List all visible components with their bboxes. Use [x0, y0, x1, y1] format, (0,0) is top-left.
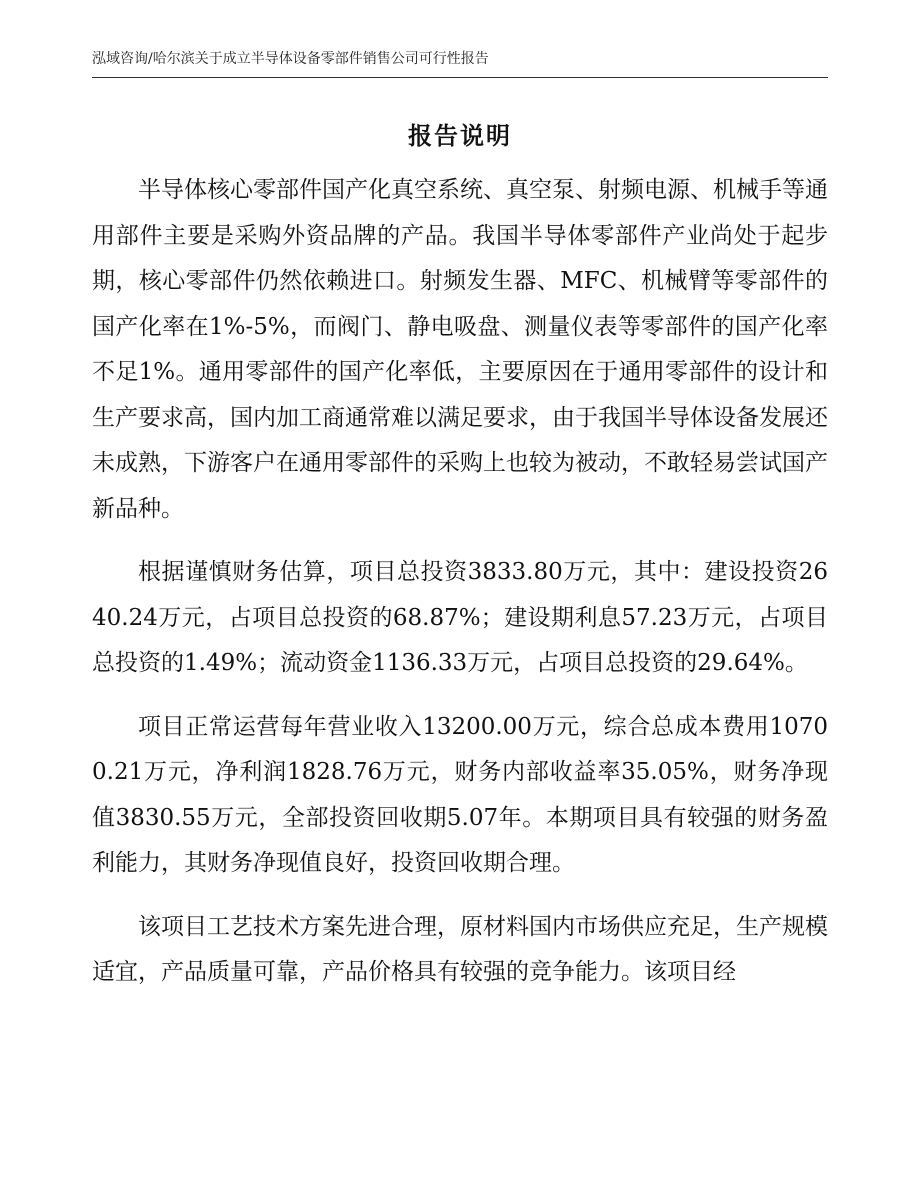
paragraph-semiconductor-parts: 半导体核心零部件国产化真空系统、真空泵、射频电源、机械手等通用部件主要是采购外资品牌的产品。我国半导体零部件产业尚处于起步期，核心零部件仍然依赖进口。射频发生器、MFC、机械臂等零部件的国产化率在1%-5%，而阀门、静电吸盘、测量仪表等零部件的国产化率不足1%。通用零部件的国产化率低，主要原因在于通用零部件的设计和生产要求高，国内加工商通常难以满足要求，由于我国半导体设备发展还未成熟，下游客户在通用零部件的采购上也较为被动，不敢轻易尝试国产新品种。 — [92, 177, 828, 522]
header-divider — [92, 77, 828, 78]
paragraph-investment-estimate: 根据谨慎财务估算，项目总投资3833.80万元，其中：建设投资2640.24万元，占项目总投资的68.87%；建设期利息57.23万元，占项目总投资的1.49%；流动资金1136.33万元，占项目总投资的29.64%。 — [92, 559, 828, 676]
body-text — [92, 168, 828, 996]
running-header: 泓域咨询/哈尔滨关于成立半导体设备零部件销售公司可行性报告 — [92, 51, 489, 67]
paragraph-financial-returns: 项目正常运营每年营业收入13200.00万元，综合总成本费用10700.21万元，净利润1828.76万元，财务内部收益率35.05%，财务净现值3830.55万元，全部投资回收期5.07年。本期项目具有较强的财务盈利能力，其财务净现值良好，投资回收期合理。 — [92, 713, 828, 876]
section-title: 报告说明 — [408, 121, 512, 150]
paragraph-project-assessment: 该项目工艺技术方案先进合理，原材料国内市场供应充足，生产规模适宜，产品质量可靠，产品价格具有较强的竞争能力。该项目经 — [92, 913, 828, 985]
